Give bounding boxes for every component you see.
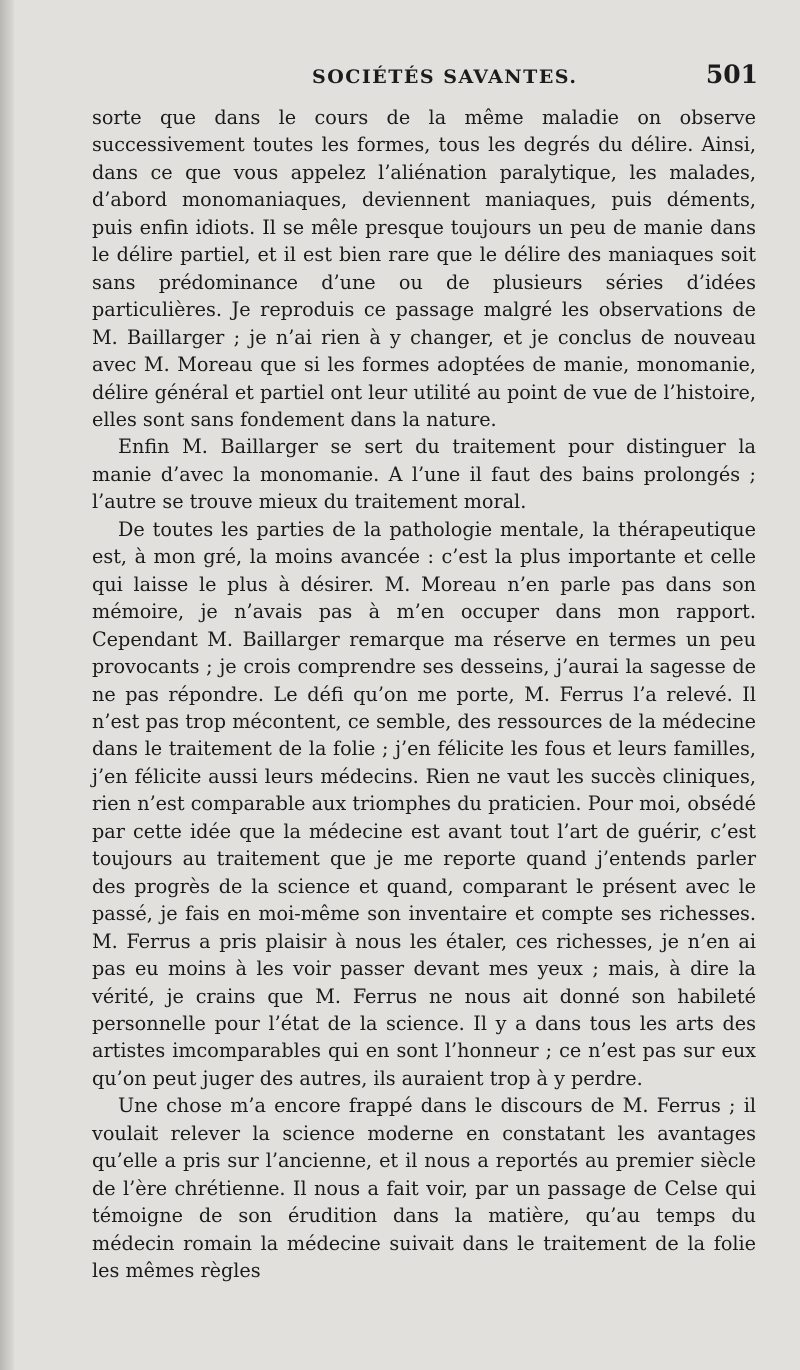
page-spine-shadow — [0, 0, 14, 1370]
running-title: SOCIÉTÉS SAVANTES. — [312, 66, 578, 88]
paragraph: Une chose m’a encore frappé dans le discours de M. Ferrus ; il voulait relever la science moderne en constatant les avantages qu’elle a pris sur l’ancienne, et il nous a reportés au premier siècle de l’ère chrétienne. Il nous a fait voir, par un passage de Celse qui témoigne de son érudition dans la matière, qu’au temps du médecin romain la médecine suivait dans le traitement de la folie les mêmes règles — [92, 1094, 756, 1283]
page-number: 501 — [705, 60, 758, 89]
body-text — [92, 104, 756, 1284]
running-head — [92, 60, 758, 96]
paragraph: Enfin M. Baillarger se sert du traitement pour distinguer la manie d’avec la monomanie. A l’une il faut des bains prolongés ; l’autre se trouve mieux du traitement moral. — [92, 435, 756, 514]
paragraph: De toutes les parties de la pathologie mentale, la thérapeutique est, à mon gré, la moins avancée : c’est la plus importante et celle qui laisse le plus à désirer. M. Moreau n’en parle pas dans son mémoire, je n’avais pas à m’en occuper dans mon rapport. Cependant M. Baillarger remarque ma réserve en termes un peu provocants ; je crois comprendre ses desseins, j’aurai la sagesse de ne pas répondre. Le défi qu’on me porte, M. Ferrus l’a relevé. Il n’est pas trop mécontent, ce semble, des ressources de la médecine dans le traitement de la folie ; j’en félicite les fous et leurs familles, j’en félicite aussi leurs médecins. Rien ne vaut les succès cliniques, rien n’est comparable aux triomphes du praticien. Pour moi, obsédé par cette idée que la médecine est avant tout l’art de guérir, c’est toujours au traitement que je me reporte quand j’entends parler des progrès de la science et quand, comparant le présent avec le passé, je fais en moi-même son inventaire et compte ses richesses. M. Ferrus a pris plaisir à nous les étaler, ces richesses, je n’en ai pas eu moins à les voir passer devant mes yeux ; mais, à dire la vérité, je crains que M. Ferrus ne nous ait donné son habileté personnelle pour l’état de la science. Il y a dans tous les arts des artistes imcomparables qui en sont l’honneur ; ce n’est pas sur eux qu’on peut juger des autres, ils auraient trop à y perdre. — [92, 517, 756, 1090]
paragraph-continued: sorte que dans le cours de la même maladie on observe successivement toutes les formes, tous les degrés du délire. Ainsi, dans ce que vous appelez l’aliénation paralytique, les malades, d’abord monomaniaques, deviennent maniaques, puis déments, puis enfin idiots. Il se mêle presque toujours un peu de manie dans le délire partiel, et il est bien rare que le délire des maniaques soit sans prédominance d’une ou de plusieurs séries d’idées particulières. Je reproduis ce passage malgré les observations de M. Baillarger ; je n’ai rien à y changer, et je conclus de nouveau avec M. Moreau que si les formes adoptées de manie, monomanie, délire général et partiel ont leur utilité au point de vue de l’histoire, elles sont sans fondement dans la nature. — [92, 106, 756, 431]
